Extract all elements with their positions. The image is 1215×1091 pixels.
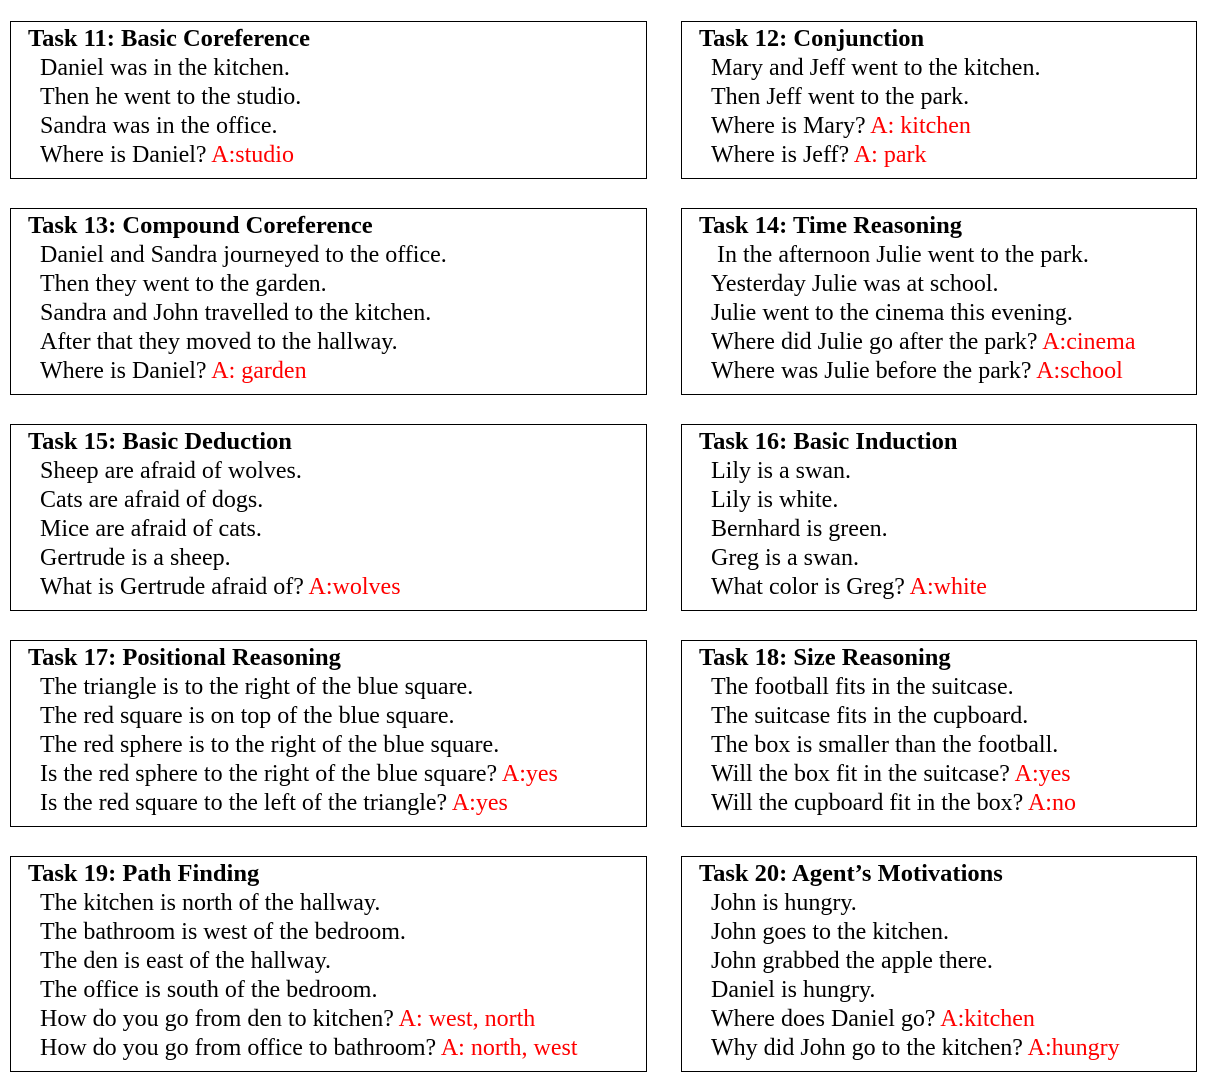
- story-text: Is the red sphere to the right of the blue square?: [40, 761, 502, 787]
- answer-text: A: west, north: [398, 1006, 536, 1032]
- story-line: [682, 457, 1196, 486]
- story-line: [682, 270, 1196, 299]
- story-text: In the afternoon Julie went to the park.: [711, 242, 1089, 268]
- story-text: Sandra and John travelled to the kitchen.: [40, 300, 432, 326]
- story-line: [682, 673, 1196, 702]
- story-text: Where was Julie before the park?: [711, 358, 1037, 384]
- story-line: [682, 54, 1196, 83]
- story-text: Mary and Jeff went to the kitchen.: [711, 55, 1041, 81]
- story-line: [682, 241, 1196, 270]
- story-line: [11, 83, 646, 112]
- story-line: [11, 544, 646, 573]
- story-text: Daniel was in the kitchen.: [40, 55, 290, 81]
- story-line: [11, 141, 646, 170]
- answer-text: A:school: [1036, 358, 1123, 384]
- story-line: [682, 544, 1196, 573]
- story-text: Then they went to the garden.: [40, 271, 327, 297]
- task-box: [681, 856, 1197, 1072]
- task-box: [10, 21, 647, 179]
- story-text: The football fits in the suitcase.: [711, 674, 1014, 700]
- story-line: [11, 976, 646, 1005]
- story-text: Then Jeff went to the park.: [711, 84, 970, 110]
- story-text: Where is Daniel?: [40, 358, 212, 384]
- story-text: Cats are afraid of dogs.: [40, 487, 264, 513]
- answer-text: A:hungry: [1027, 1035, 1120, 1061]
- story-text: Bernhard is green.: [711, 516, 888, 542]
- answer-text: A:wolves: [308, 574, 401, 600]
- answer-text: A: garden: [211, 358, 307, 384]
- story-line: [682, 112, 1196, 141]
- answer-text: A:yes: [451, 790, 508, 816]
- story-text: Then he went to the studio.: [40, 84, 302, 110]
- story-text: Where does Daniel go?: [711, 1006, 941, 1032]
- story-line: [11, 573, 646, 602]
- story-text: What color is Greg?: [711, 574, 910, 600]
- task-box: [10, 640, 647, 827]
- story-text: How do you go from office to bathroom?: [40, 1035, 441, 1061]
- answer-text: A: north, west: [440, 1035, 578, 1061]
- story-line: [11, 270, 646, 299]
- task-title: Task 11: Basic Coreference: [28, 25, 310, 52]
- story-line: [11, 760, 646, 789]
- story-line: [11, 889, 646, 918]
- story-text: Daniel is hungry.: [711, 977, 876, 1003]
- story-text: Lily is a swan.: [711, 458, 851, 484]
- story-text: Julie went to the cinema this evening.: [711, 300, 1073, 326]
- story-text: Gertrude is a sheep.: [40, 545, 231, 571]
- story-text: Will the box fit in the suitcase?: [711, 761, 1015, 787]
- story-line: [11, 328, 646, 357]
- task-title: Task 17: Positional Reasoning: [28, 644, 341, 671]
- story-text: Will the cupboard fit in the box?: [711, 790, 1028, 816]
- task-title: Task 15: Basic Deduction: [28, 428, 292, 455]
- story-line: [11, 1034, 646, 1063]
- story-text: The office is south of the bedroom.: [40, 977, 378, 1003]
- story-text: Where did Julie go after the park?: [711, 329, 1043, 355]
- story-line: [11, 947, 646, 976]
- story-line: [11, 789, 646, 818]
- story-line: [682, 299, 1196, 328]
- story-text: The box is smaller than the football.: [711, 732, 1059, 758]
- story-text: Why did John go to the kitchen?: [711, 1035, 1028, 1061]
- story-line: [11, 1005, 646, 1034]
- story-line: [682, 947, 1196, 976]
- story-text: John goes to the kitchen.: [711, 919, 949, 945]
- answer-text: A:no: [1027, 790, 1076, 816]
- task-box: [681, 424, 1197, 611]
- story-text: Mice are afraid of cats.: [40, 516, 262, 542]
- task-title: Task 20: Agent’s Motivations: [699, 860, 1003, 887]
- answer-text: A:white: [909, 574, 987, 600]
- answer-text: A:kitchen: [940, 1006, 1035, 1032]
- story-line: [682, 889, 1196, 918]
- answer-text: A:cinema: [1042, 329, 1136, 355]
- story-text: Greg is a swan.: [711, 545, 859, 571]
- story-text: The triangle is to the right of the blue square.: [40, 674, 474, 700]
- story-line: [11, 918, 646, 947]
- story-line: [682, 141, 1196, 170]
- story-line: [682, 918, 1196, 947]
- story-line: [682, 357, 1196, 386]
- story-line: [682, 573, 1196, 602]
- story-text: The bathroom is west of the bedroom.: [40, 919, 406, 945]
- task-box: [10, 856, 647, 1072]
- story-text: Lily is white.: [711, 487, 839, 513]
- story-text: John is hungry.: [711, 890, 857, 916]
- story-text: What is Gertrude afraid of?: [40, 574, 309, 600]
- task-title: Task 13: Compound Coreference: [28, 212, 373, 239]
- story-line: [11, 357, 646, 386]
- story-text: How do you go from den to kitchen?: [40, 1006, 399, 1032]
- task-box: [681, 640, 1197, 827]
- story-text: The kitchen is north of the hallway.: [40, 890, 381, 916]
- story-line: [11, 54, 646, 83]
- story-text: John grabbed the apple there.: [711, 948, 993, 974]
- task-title: Task 16: Basic Induction: [699, 428, 958, 455]
- story-line: [11, 702, 646, 731]
- story-text: The suitcase fits in the cupboard.: [711, 703, 1029, 729]
- task-title: Task 18: Size Reasoning: [699, 644, 951, 671]
- story-line: [682, 976, 1196, 1005]
- answer-text: A: kitchen: [870, 113, 971, 139]
- story-text: Sheep are afraid of wolves.: [40, 458, 302, 484]
- answer-text: A:yes: [501, 761, 558, 787]
- story-line: [11, 515, 646, 544]
- story-text: Yesterday Julie was at school.: [711, 271, 999, 297]
- task-box: [681, 21, 1197, 179]
- story-text: Is the red square to the left of the triangle?: [40, 790, 452, 816]
- story-line: [11, 112, 646, 141]
- story-line: [682, 83, 1196, 112]
- story-line: [682, 1034, 1196, 1063]
- story-line: [682, 328, 1196, 357]
- story-line: [11, 457, 646, 486]
- task-box: [10, 424, 647, 611]
- story-line: [682, 760, 1196, 789]
- story-text: Where is Mary?: [711, 113, 871, 139]
- story-line: [11, 299, 646, 328]
- story-line: [11, 731, 646, 760]
- story-line: [682, 486, 1196, 515]
- story-text: The red sphere is to the right of the blue square.: [40, 732, 500, 758]
- task-box: [681, 208, 1197, 395]
- task-title: Task 19: Path Finding: [28, 860, 260, 887]
- story-line: [682, 731, 1196, 760]
- task-grid: [10, 21, 1197, 1072]
- story-line: [682, 789, 1196, 818]
- answer-text: A:yes: [1014, 761, 1071, 787]
- story-text: Daniel and Sandra journeyed to the office.: [40, 242, 447, 268]
- task-title: Task 12: Conjunction: [699, 25, 925, 52]
- story-line: [11, 673, 646, 702]
- story-text: After that they moved to the hallway.: [40, 329, 398, 355]
- story-text: Where is Daniel?: [40, 142, 212, 168]
- story-line: [682, 515, 1196, 544]
- task-title: Task 14: Time Reasoning: [699, 212, 962, 239]
- answer-text: A: park: [853, 142, 927, 168]
- answer-text: A:studio: [211, 142, 294, 168]
- task-box: [10, 208, 647, 395]
- story-line: [11, 486, 646, 515]
- story-line: [11, 241, 646, 270]
- story-text: Sandra was in the office.: [40, 113, 278, 139]
- story-text: Where is Jeff?: [711, 142, 854, 168]
- story-text: The red square is on top of the blue square.: [40, 703, 455, 729]
- story-line: [682, 1005, 1196, 1034]
- story-text: The den is east of the hallway.: [40, 948, 332, 974]
- story-line: [682, 702, 1196, 731]
